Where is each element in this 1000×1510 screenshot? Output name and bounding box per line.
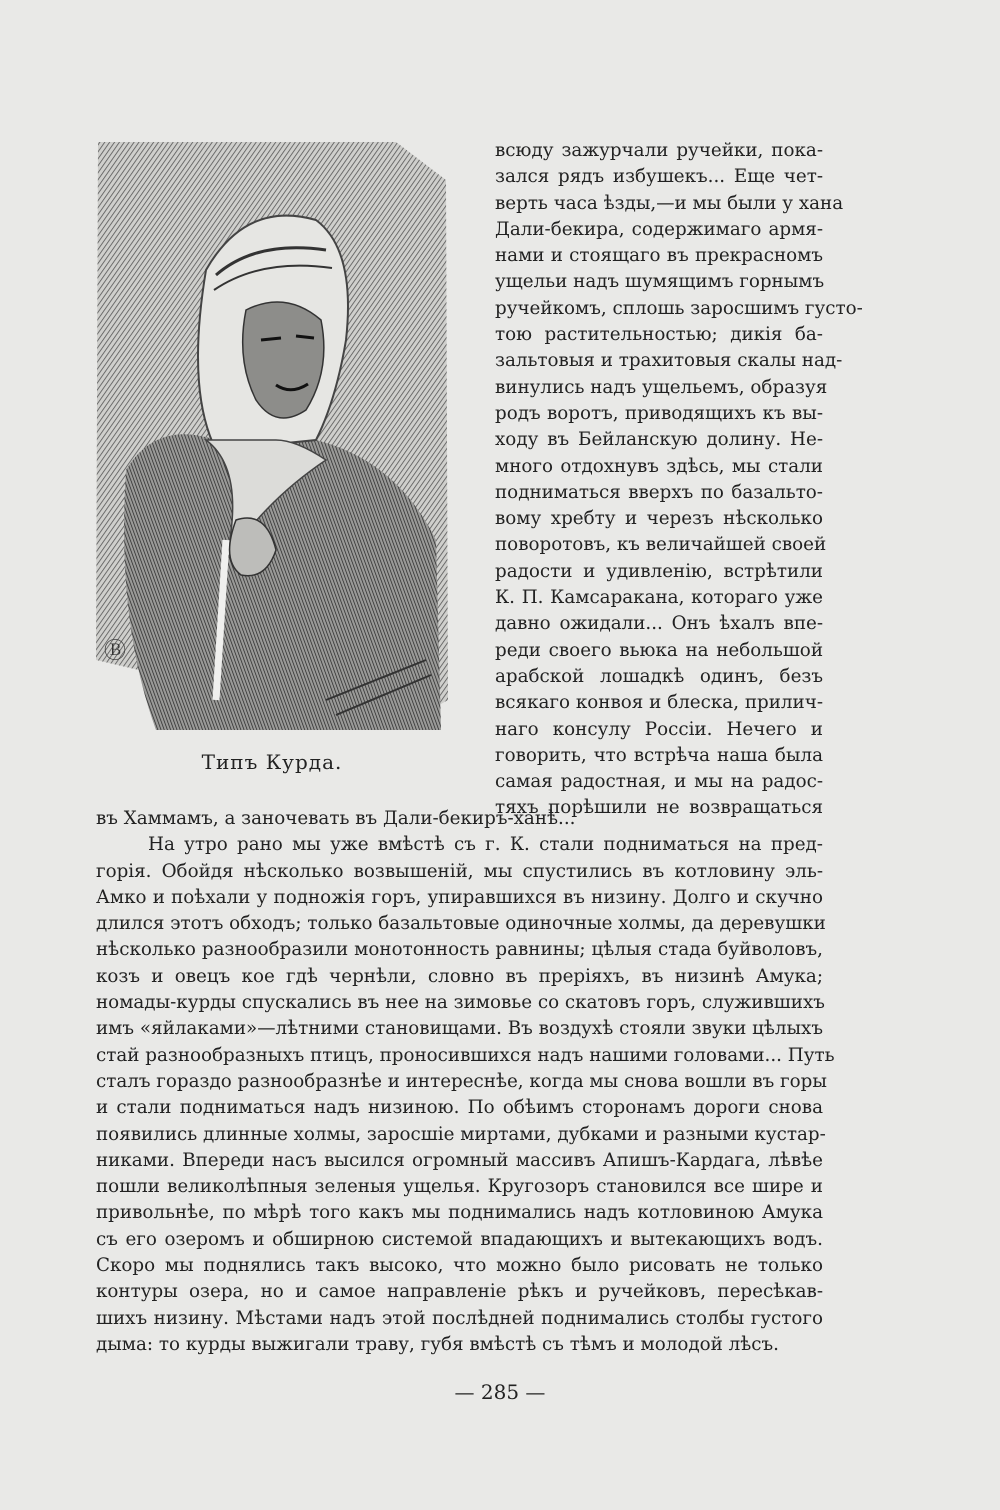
right-column-text (495, 138, 863, 822)
text-line: номады-курды спускались въ нее на зимовье со скатовъ горъ, служившихъ (96, 992, 825, 1014)
text-line: длился этотъ обходъ; только базальтовые одиночные холмы, да деревушки (96, 913, 826, 935)
text-line: К. П. Камсаракана, котораго уже (495, 587, 823, 609)
text-line: Скоро мы поднялись такъ высоко, что можно было рисовать не только (96, 1255, 823, 1277)
text-line: верть часа ѣзды,—и мы были у хана (495, 192, 844, 214)
text-line: самая радостная, и мы на радос- (495, 771, 823, 793)
text-line: зальтовыя и трахитовыя скалы над- (495, 350, 843, 372)
text-line: ручейкомъ, сплошь заросшимъ густо- (495, 297, 863, 319)
text-line: сталъ гораздо разнообразнѣе и интереснѣе, когда мы снова вошли въ горы (96, 1070, 827, 1092)
text-line: шихъ низину. Мѣстами надъ этой послѣдней поднимались столбы густого (96, 1307, 823, 1329)
text-line: говорить, что встрѣча наша была (495, 744, 823, 766)
text-line: пошли великолѣпныя зеленыя ущелья. Кругозоръ становился все шире и (96, 1176, 823, 1198)
text-line: тою растительностью; дикія ба- (495, 324, 823, 346)
text-line: винулись надъ ущельемъ, образуя (495, 376, 828, 398)
text-line: тяхъ порѣшили не возвращаться (495, 797, 823, 819)
text-line: контуры озера, но и самое направленіе рѣкъ и ручейковъ, пересѣкав- (96, 1281, 823, 1303)
text-line: зался рядъ избушекъ... Еще чет- (495, 166, 823, 188)
text-line: наго консулу Россіи. Нечего и (495, 718, 823, 740)
text-line: На утро рано мы уже вмѣстѣ съ г. К. стали подниматься на пред- (148, 834, 823, 856)
full-width-text (96, 806, 835, 1358)
text-line: Дали-бекира, содержимаго армя- (495, 218, 823, 240)
text-line: давно ожидали... Онъ ѣхалъ впе- (495, 613, 823, 635)
text-line: ходу въ Бейланскую долину. Не- (495, 429, 823, 451)
text-line: реди своего вьюка на небольшой (495, 639, 823, 661)
text-line: привольнѣе, по мѣрѣ того какъ мы поднимались надъ котловиною Амука (96, 1202, 823, 1224)
text-line: ущельи надъ шумящимъ горнымъ (495, 271, 825, 293)
illustration-caption: Типъ Курда. (201, 750, 343, 774)
text-line: подниматься вверхъ по базальто- (495, 481, 823, 503)
text-line: радости и удивленію, встрѣтили (495, 560, 823, 582)
text-line: никами. Впереди насъ высился огромный массивъ Апишъ-Кардага, лѣвѣе (96, 1149, 823, 1171)
text-line: дыма: то курды выжигали траву, губя вмѣстѣ съ тѣмъ и молодой лѣсъ. (96, 1333, 779, 1355)
text-line: въ Хаммамъ, а заночевать въ Дали-бекиръ-ханѣ... (96, 808, 576, 829)
text-line: родъ воротъ, приводящихъ къ вы- (495, 402, 823, 424)
text-line: козъ и овецъ кое гдѣ чернѣли, словно въ преріяхъ, въ низинѣ Амука; (96, 965, 823, 987)
text-line: много отдохнувъ здѣсь, мы стали (495, 455, 823, 477)
text-line: всякаго конвоя и блеска, прилич- (495, 692, 823, 714)
text-line: поворотовъ, къ величайшей своей (495, 534, 827, 556)
text-line: нами и стоящаго въ прекрасномъ (495, 245, 823, 267)
text-line: вому хребту и черезъ нѣсколько (495, 508, 823, 530)
portrait-drawing (96, 140, 448, 740)
text-line: Амко и поѣхали у подножія горъ, упиравшихся въ низину. Долго и скучно (96, 886, 823, 908)
text-line: нѣсколько разнообразили монотонность равнины; цѣлыя стада буйволовъ, (96, 939, 823, 961)
text-line: съ его озеромъ и обширною системой впадающихъ и вытекающихъ водъ. (96, 1228, 823, 1250)
text-line: и стали подниматься надъ низиною. По обѣимъ сторонамъ дороги снова (96, 1097, 823, 1119)
page-number: — 285 — (454, 1380, 546, 1404)
text-line: появились длинные холмы, заросшіе миртами, дубками и разными кустар- (96, 1123, 826, 1145)
text-line: стай разнообразныхъ птицъ, проносившихся надъ нашими головами... Путь (96, 1044, 835, 1066)
text-line: арабской лошадкѣ одинъ, безъ (495, 665, 823, 687)
text-line: всюду зажурчали ручейки, пока- (495, 140, 823, 161)
text-line: имъ «яйлаками»—лѣтними становищами. Въ воздухѣ стояли звуки цѣлыхъ (96, 1018, 823, 1040)
kurd-portrait-engraving (96, 140, 448, 740)
svg-text:Ⓑ: Ⓑ (104, 638, 127, 663)
text-line: горія. Обойдя нѣсколько возвышеній, мы спустились въ котловину эль- (96, 860, 823, 882)
